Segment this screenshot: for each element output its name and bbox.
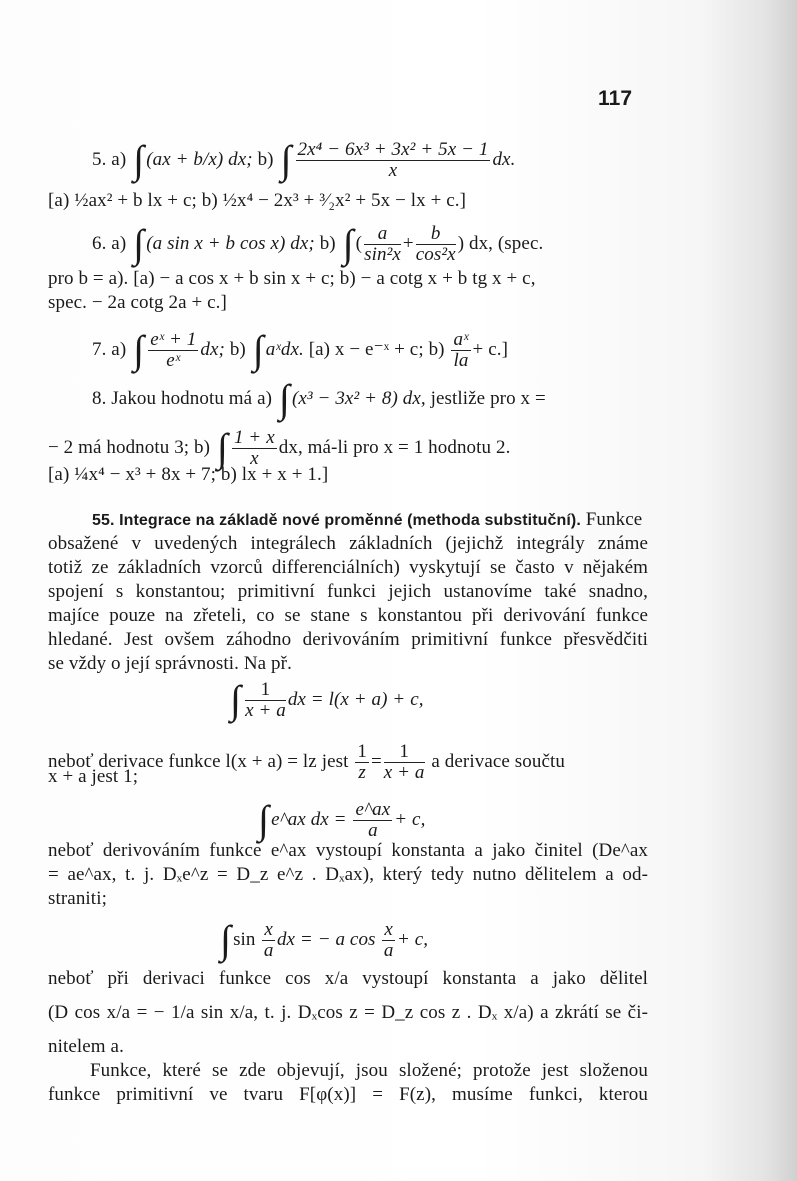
integral-sign-icon: ∫ xyxy=(278,376,290,421)
integral-sign-icon: ∫ xyxy=(342,220,354,266)
numerator: 1 xyxy=(245,680,286,701)
formula-rhs: dx = l(x + a) + c, xyxy=(287,688,424,710)
exercise-5 xyxy=(92,136,516,182)
denominator: x xyxy=(250,448,259,469)
numerator: eˣ + 1 xyxy=(150,329,197,350)
text-line: nitelem a. xyxy=(48,1036,124,1057)
numerator: 1 xyxy=(384,742,425,763)
integrand: (ax + b/x) dx; xyxy=(146,148,253,170)
integrand: (a sin x + b cos x) dx; xyxy=(146,232,315,254)
differential: dx, (spec. xyxy=(468,232,544,254)
integral-sign-icon: ∫ xyxy=(220,916,232,962)
paragraph-line: obsažené v uvedených integrálech základních (jejichž integrály známe xyxy=(48,533,648,554)
exercise-5-answer: [a) ½ax² + b lx + c; b) ½x⁴ − 2x³ + ³⁄₂x² + 5x − lx + c.] xyxy=(48,190,467,211)
differential: dx. xyxy=(492,148,516,170)
formula-rhs: + c, xyxy=(394,808,426,830)
exercise-8-answer: [a) ¼x⁴ − x³ + 8x + 7; b) lx + x + 1.] xyxy=(48,464,329,485)
exercise-7 xyxy=(92,326,509,372)
numerator: b xyxy=(416,224,456,245)
denominator: a xyxy=(368,820,378,841)
exercise-label: 5. a) xyxy=(92,148,127,170)
paragraph-line: funkce primitivní ve tvaru F[φ(x)] = F(z), musíme funkci, kterou xyxy=(48,1084,648,1105)
fraction xyxy=(451,330,470,371)
paragraph-line: spojení s konstantou; primitivní funkci jejich ustanovíme také snadno, xyxy=(48,581,648,602)
integrand: (x³ − 3x² + 8) dx, xyxy=(291,388,426,409)
fraction xyxy=(232,428,277,469)
differential: dx; xyxy=(200,338,225,360)
text: Funkce xyxy=(585,509,643,530)
denominator: a xyxy=(383,940,394,961)
formula-1 xyxy=(228,676,424,722)
exercise-label: 6. a) xyxy=(92,232,127,254)
numerator: 2x⁴ − 6x³ + 3x² + 5x − 1 xyxy=(297,139,489,160)
text-line: = ae^ax, t. j. Dₓe^z = D_z e^z . Dₓax), který tedy nutno dělitelem a od- xyxy=(48,864,648,885)
numerator: 1 xyxy=(357,741,367,762)
formula-middle: dx = − a cos xyxy=(276,928,376,950)
exercise-6-line-2: pro b = a). [a) − a cos x + b sin x + c; b) − a cotg x + b tg x + c, xyxy=(48,268,536,289)
paragraph-line: totiž ze základních vzorců differenciálních) vyskytují se často v nějakém xyxy=(48,557,648,578)
text: neboť derivace funkce l(x + a) = lz jest xyxy=(48,750,349,772)
section-55-heading-line xyxy=(92,509,642,532)
integral-sign-icon: ∫ xyxy=(133,136,145,182)
integral-sign-icon: ∫ xyxy=(280,136,292,182)
text: dx, má-li pro x = 1 hodnotu 2. xyxy=(278,436,511,458)
numerator: aˣ xyxy=(453,329,469,350)
denominator: a xyxy=(263,940,274,961)
fraction xyxy=(245,680,286,721)
page-number: 117 xyxy=(598,87,633,110)
denominator: x + a xyxy=(245,700,286,721)
denominator: sin²x xyxy=(364,244,401,265)
text: jestliže pro x = xyxy=(430,388,546,409)
text: a derivace součtu xyxy=(431,750,565,772)
fraction xyxy=(364,224,401,265)
answer-tail: + c.] xyxy=(472,338,509,360)
part-label: b) xyxy=(319,232,336,254)
denominator: z xyxy=(358,762,366,783)
fraction xyxy=(262,920,275,961)
formula-rhs: + c, xyxy=(396,928,429,950)
numerator: 1 + x xyxy=(233,427,275,448)
integral-sign-icon: ∫ xyxy=(252,326,264,372)
text-line: straniti; xyxy=(48,888,107,909)
formula-lhs: e^ax dx = xyxy=(271,808,347,830)
integral-sign-icon: ∫ xyxy=(216,424,228,470)
fraction xyxy=(355,742,369,783)
fraction xyxy=(296,140,491,181)
text-line: neboť při derivaci funkce cos x/a vystoupí konstanta a jako dělitel xyxy=(48,968,648,989)
denominator: x + a xyxy=(383,762,425,783)
exercise-label: 7. a) xyxy=(92,338,127,360)
paragraph-line: hledané. Jest ovšem záhodno derivováním primitivní funkce přesvědčiti xyxy=(48,629,648,650)
integral-sign-icon: ∫ xyxy=(258,796,270,842)
paragraph-line: se vždy o její správnosti. Na př. xyxy=(48,653,292,674)
text-line: neboť derivace funkce l(x + a) = lz jest $\frac{1}{z}$ = $\frac{1}{x + a}$ a derivace součtu xyxy=(48,741,565,783)
denominator: eˣ xyxy=(166,350,181,371)
fraction xyxy=(382,920,395,961)
paragraph-line: Funkce, které se zde objevují, jsou složené; protože jest složenou xyxy=(90,1060,648,1081)
integral-sign-icon: ∫ xyxy=(230,676,242,722)
exercise-8-line-1 xyxy=(92,376,546,421)
numerator: x xyxy=(264,919,273,940)
exercise-8-line-2 xyxy=(48,424,511,470)
numerator: e^ax xyxy=(355,799,391,820)
formula-2 xyxy=(256,796,426,842)
text-line: (D cos x/a = − 1/a sin x/a, t. j. Dₓcos z = D_z cos z . Dₓ x/a) a zkrátí se či- xyxy=(48,1002,648,1023)
formula-3 xyxy=(218,916,429,962)
part-label: b) xyxy=(257,148,274,170)
answer: [a) x − e⁻ˣ + c; b) xyxy=(308,338,445,360)
text-line: neboť derivováním funkce e^ax vystoupí konstanta a jako činitel (De^ax xyxy=(48,840,648,861)
text: − 2 má hodnotu 3; b) xyxy=(48,436,211,458)
integrand: aˣdx. xyxy=(265,338,304,360)
fraction xyxy=(384,742,425,783)
fraction xyxy=(148,330,198,371)
part-label: b) xyxy=(229,338,246,360)
text: 8. Jakou hodnotu má a) xyxy=(92,388,273,409)
denominator: la xyxy=(453,350,469,371)
exercise-6-line-3: spec. − 2a cotg 2a + c.] xyxy=(48,292,227,313)
text-line: x + a jest 1; xyxy=(48,766,139,787)
fraction xyxy=(353,800,392,841)
section-heading: 55. Integrace na základě nové proměnné (methoda substituční). xyxy=(92,512,581,529)
formula-lhs: sin xyxy=(233,928,256,950)
exercise-6: 6. a) ∫ (a sin x + b cos x) dx; b) ∫ ( $\frac{a}{\text{sin²x}}$ + $\frac{b}{\text{cos²x}}$ ) dx, (spec. xyxy=(92,220,544,266)
numerator: x xyxy=(384,919,393,940)
numerator: a xyxy=(364,224,401,245)
denominator: x xyxy=(388,160,398,181)
integral-sign-icon: ∫ xyxy=(133,220,145,266)
denominator: cos²x xyxy=(415,244,456,265)
fraction xyxy=(416,224,456,265)
paragraph-line: majíce pouze na zřeteli, co se stane s konstantou při derivování funkce xyxy=(48,605,648,626)
integral-sign-icon: ∫ xyxy=(133,326,145,372)
